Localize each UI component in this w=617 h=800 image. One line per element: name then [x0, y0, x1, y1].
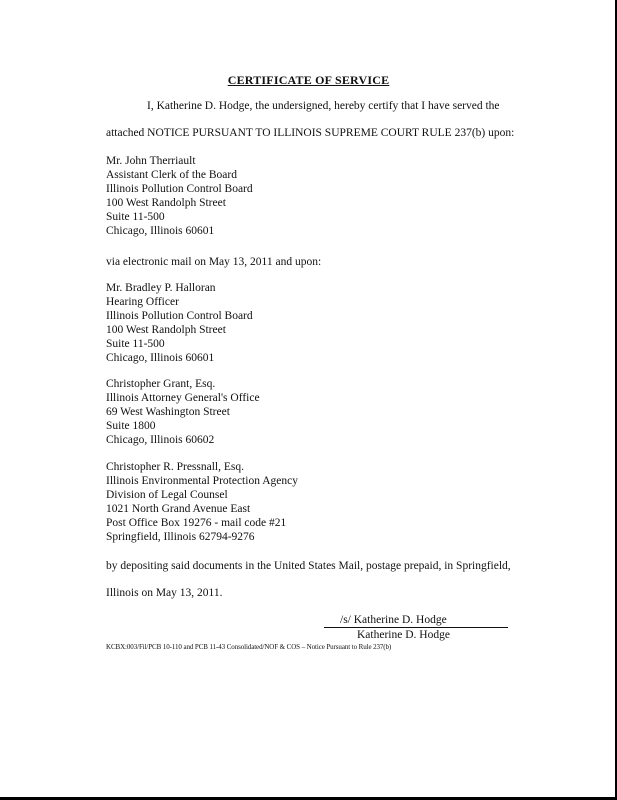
recipient-block-4	[106, 460, 298, 544]
closing-line-1: by depositing said documents in the United States Mail, postage prepaid, in Springfield,	[106, 560, 511, 572]
recipient-4-line: Division of Legal Counsel	[106, 489, 228, 501]
signature: /s/ Katherine D. Hodge	[340, 614, 447, 626]
recipient-4-line: Christopher R. Pressnall, Esq.	[106, 461, 244, 473]
document-title: CERTIFICATE OF SERVICE	[227, 73, 390, 87]
intro-line-2: attached NOTICE PURSUANT TO ILLINOIS SUPREME COURT RULE 237(b) upon:	[106, 127, 515, 139]
recipient-1-line: Assistant Clerk of the Board	[106, 169, 237, 181]
signer-name: Katherine D. Hodge	[357, 629, 450, 641]
recipient-2-line: Mr. Bradley P. Halloran	[106, 282, 216, 294]
recipient-3-line: Suite 1800	[106, 420, 156, 432]
recipient-block-1	[106, 154, 253, 238]
recipient-2-line: Suite 11-500	[106, 338, 165, 350]
recipient-3-line: 69 West Washington Street	[106, 406, 230, 418]
recipient-3-line: Christopher Grant, Esq.	[106, 378, 216, 390]
recipient-block-3	[106, 377, 260, 447]
recipient-3-line: Chicago, Illinois 60602	[106, 434, 215, 446]
recipient-1-line: Chicago, Illinois 60601	[106, 225, 215, 237]
recipient-2-line: Hearing Officer	[106, 296, 179, 308]
footer-reference: KCBX:003/Fil/PCB 10-110 and PCB 11-43 Consolidated/NOF & COS – Notice Pursuant to Rule 237(b)	[106, 643, 392, 651]
closing-line-2: Illinois on May 13, 2011.	[106, 587, 223, 599]
recipient-4-line: Illinois Environmental Protection Agency	[106, 475, 298, 487]
recipient-1-line: Mr. John Therriault	[106, 155, 196, 167]
recipient-1-line: 100 West Randolph Street	[106, 197, 226, 209]
recipient-1-line: Illinois Pollution Control Board	[106, 183, 253, 195]
recipient-4-line: Springfield, Illinois 62794-9276	[106, 531, 255, 543]
recipient-3-line: Illinois Attorney General's Office	[106, 392, 260, 404]
recipient-2-line: 100 West Randolph Street	[106, 324, 226, 336]
recipient-block-2	[106, 281, 253, 365]
via-line: via electronic mail on May 13, 2011 and upon:	[106, 256, 322, 268]
intro-line-1: I, Katherine D. Hodge, the undersigned, hereby certify that I have served the	[147, 100, 500, 112]
recipient-2-line: Chicago, Illinois 60601	[106, 352, 215, 364]
recipient-2-line: Illinois Pollution Control Board	[106, 310, 253, 322]
signature-line	[324, 627, 508, 628]
recipient-4-line: Post Office Box 19276 - mail code #21	[106, 517, 287, 529]
recipient-1-line: Suite 11-500	[106, 211, 165, 223]
recipient-4-line: 1021 North Grand Avenue East	[106, 503, 251, 515]
